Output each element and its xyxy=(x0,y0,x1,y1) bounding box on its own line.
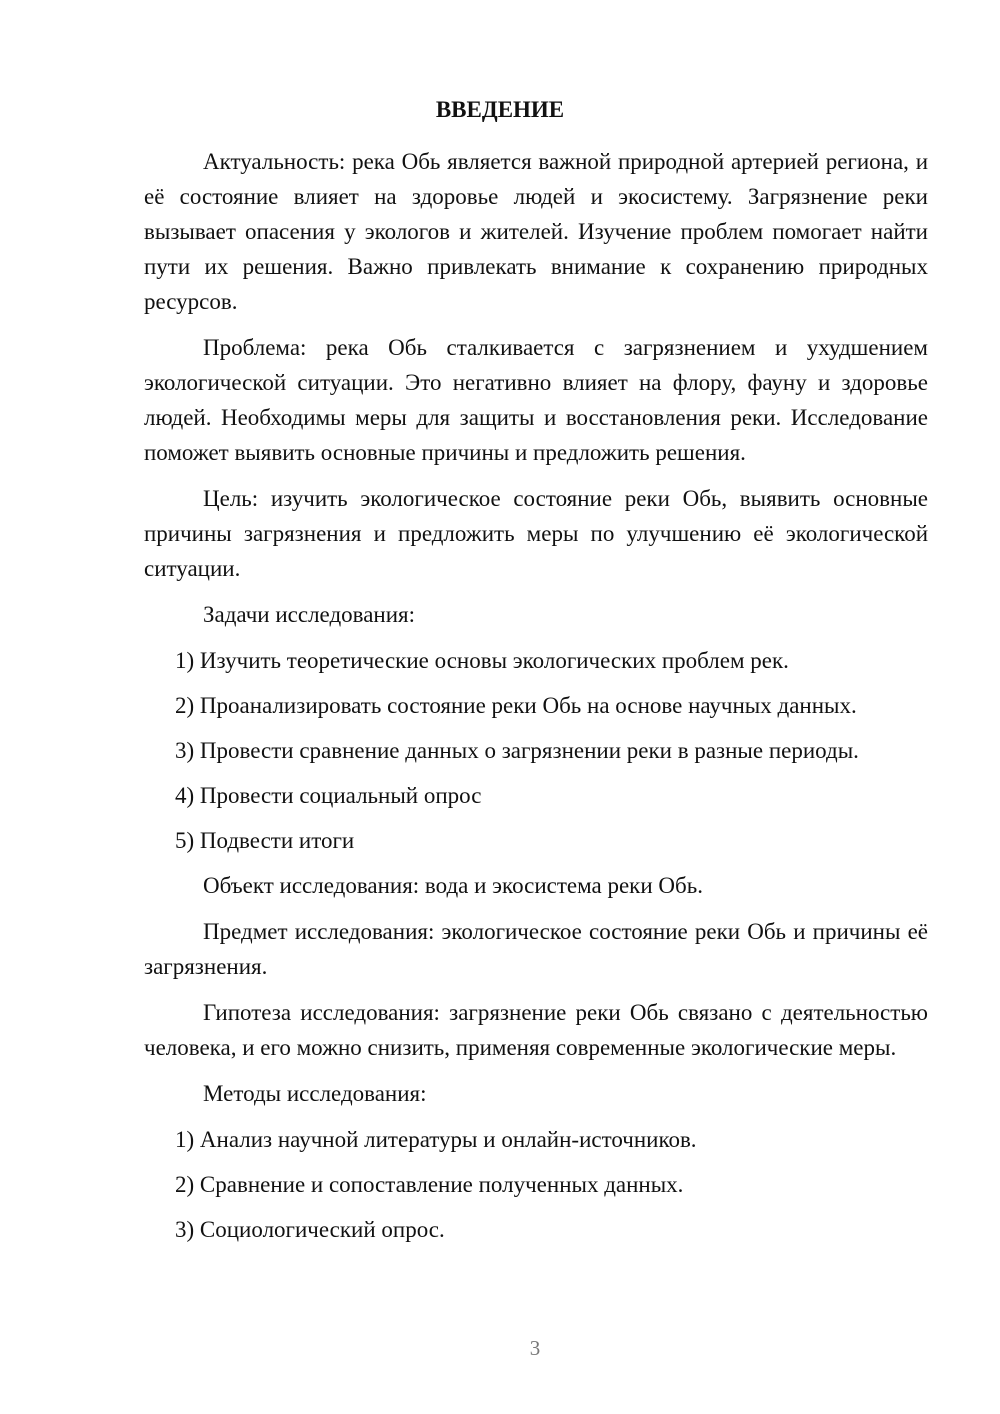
list-item: 3) Социологический опрос. xyxy=(175,1217,445,1242)
list-item: 5) Подвести итоги xyxy=(175,828,355,853)
list-item: 1) Изучить теоретические основы экологических проблем рек. xyxy=(175,648,789,673)
hypothesis-paragraph: Гипотеза исследования: загрязнение реки Обь связано с деятельностью человека, и его можно снизить, применяя современные экологические меры. xyxy=(144,1000,928,1060)
goal-paragraph: Цель: изучить экологическое состояние реки Обь, выявить основные причины загрязнения и предложить меры по улучшению её экологической ситуации. xyxy=(144,486,928,581)
tasks-list xyxy=(144,643,928,858)
object-paragraph: Объект исследования: вода и экосистема реки Обь. xyxy=(203,873,703,898)
page-number: 3 xyxy=(529,1336,541,1360)
relevance-paragraph: Актуальность: река Обь является важной природной артерией региона, и её состояние влияет на здоровье людей и экосистему. Загрязнение реки вызывает опасения у экологов и жителей. Изучение проблем помогает найти пути их решения. Важно привлекать внимание к сохранению природных ресурсов. xyxy=(144,149,928,314)
document-body xyxy=(144,144,928,1257)
subject-paragraph: Предмет исследования: экологическое состояние реки Обь и причины её загрязнения. xyxy=(144,919,928,979)
list-item: 2) Сравнение и сопоставление полученных данных. xyxy=(175,1172,684,1197)
methods-list xyxy=(144,1122,928,1247)
problem-paragraph: Проблема: река Обь сталкивается с загрязнением и ухудшением экологической ситуации. Это негативно влияет на флору, фауну и здоровье людей. Необходимы меры для защиты и восстановления реки. Исследование поможет выявить основные причины и предложить решения. xyxy=(144,335,928,465)
list-item: 1) Анализ научной литературы и онлайн-источников. xyxy=(175,1127,697,1152)
page-title: ВВЕДЕНИЕ xyxy=(435,97,565,122)
list-item: 4) Провести социальный опрос xyxy=(175,783,482,808)
tasks-heading: Задачи исследования: xyxy=(203,602,416,627)
list-item: 3) Провести сравнение данных о загрязнении реки в разные периоды. xyxy=(175,738,859,763)
methods-heading: Методы исследования: xyxy=(203,1081,427,1106)
list-item: 2) Проанализировать состояние реки Обь на основе научных данных. xyxy=(175,693,857,718)
